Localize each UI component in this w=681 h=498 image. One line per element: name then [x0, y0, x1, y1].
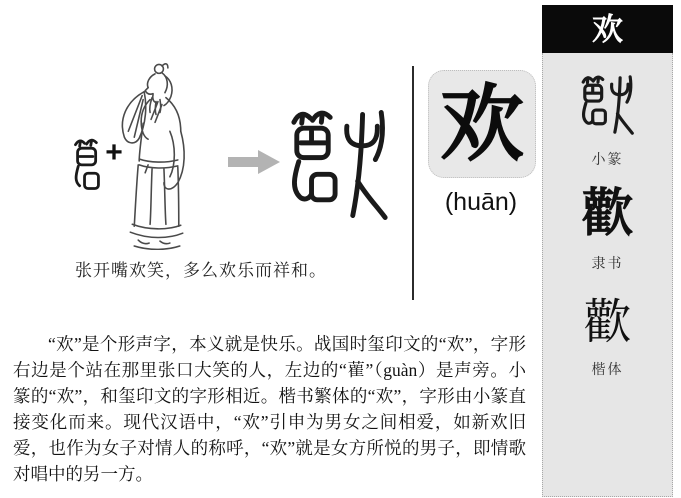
- kaiti-character: 歡: [583, 296, 632, 349]
- illustration-caption: 张开嘴欢笑，多么欢乐而祥和。: [75, 261, 327, 280]
- label-lishu: 隶书: [591, 257, 624, 272]
- right-arrow-icon: [228, 150, 280, 174]
- sidebar-header-character: 欢: [592, 11, 623, 47]
- sidebar-header: [542, 5, 673, 53]
- pinyin-label: (huān): [444, 188, 518, 216]
- lishu-character: 歡: [581, 186, 634, 243]
- seal-script-huan-large: [286, 102, 394, 226]
- main-character: 欢: [439, 77, 524, 171]
- plus-sign: +: [105, 136, 123, 169]
- script-forms-sidebar: [542, 5, 673, 497]
- character-card: [428, 70, 536, 178]
- vertical-divider: [412, 66, 414, 300]
- label-kaiti: 楷体: [591, 363, 624, 378]
- explanation-paragraph: “欢”是个形声字，本义就是快乐。战国时玺印文的“欢”，字形右边是个站在那里张口大笑的人，左边的“雚”（guàn）是声旁。小篆的“欢”，和玺印文的字形相近。楷书繁体的“欢”，字形由小篆直接变化而来。现代汉语中，“欢”引申为男女之间相爱，如新欢旧爱，也作为女子对情人的称呼，“欢”就是女方所悦的男子，即情歌对唱中的另一方。: [13, 334, 526, 484]
- seal-script-huan-small: [579, 71, 637, 138]
- label-xiaozhuan: 小篆: [591, 153, 624, 168]
- seal-guan-character: [72, 135, 104, 192]
- sidebar-body: [542, 53, 673, 497]
